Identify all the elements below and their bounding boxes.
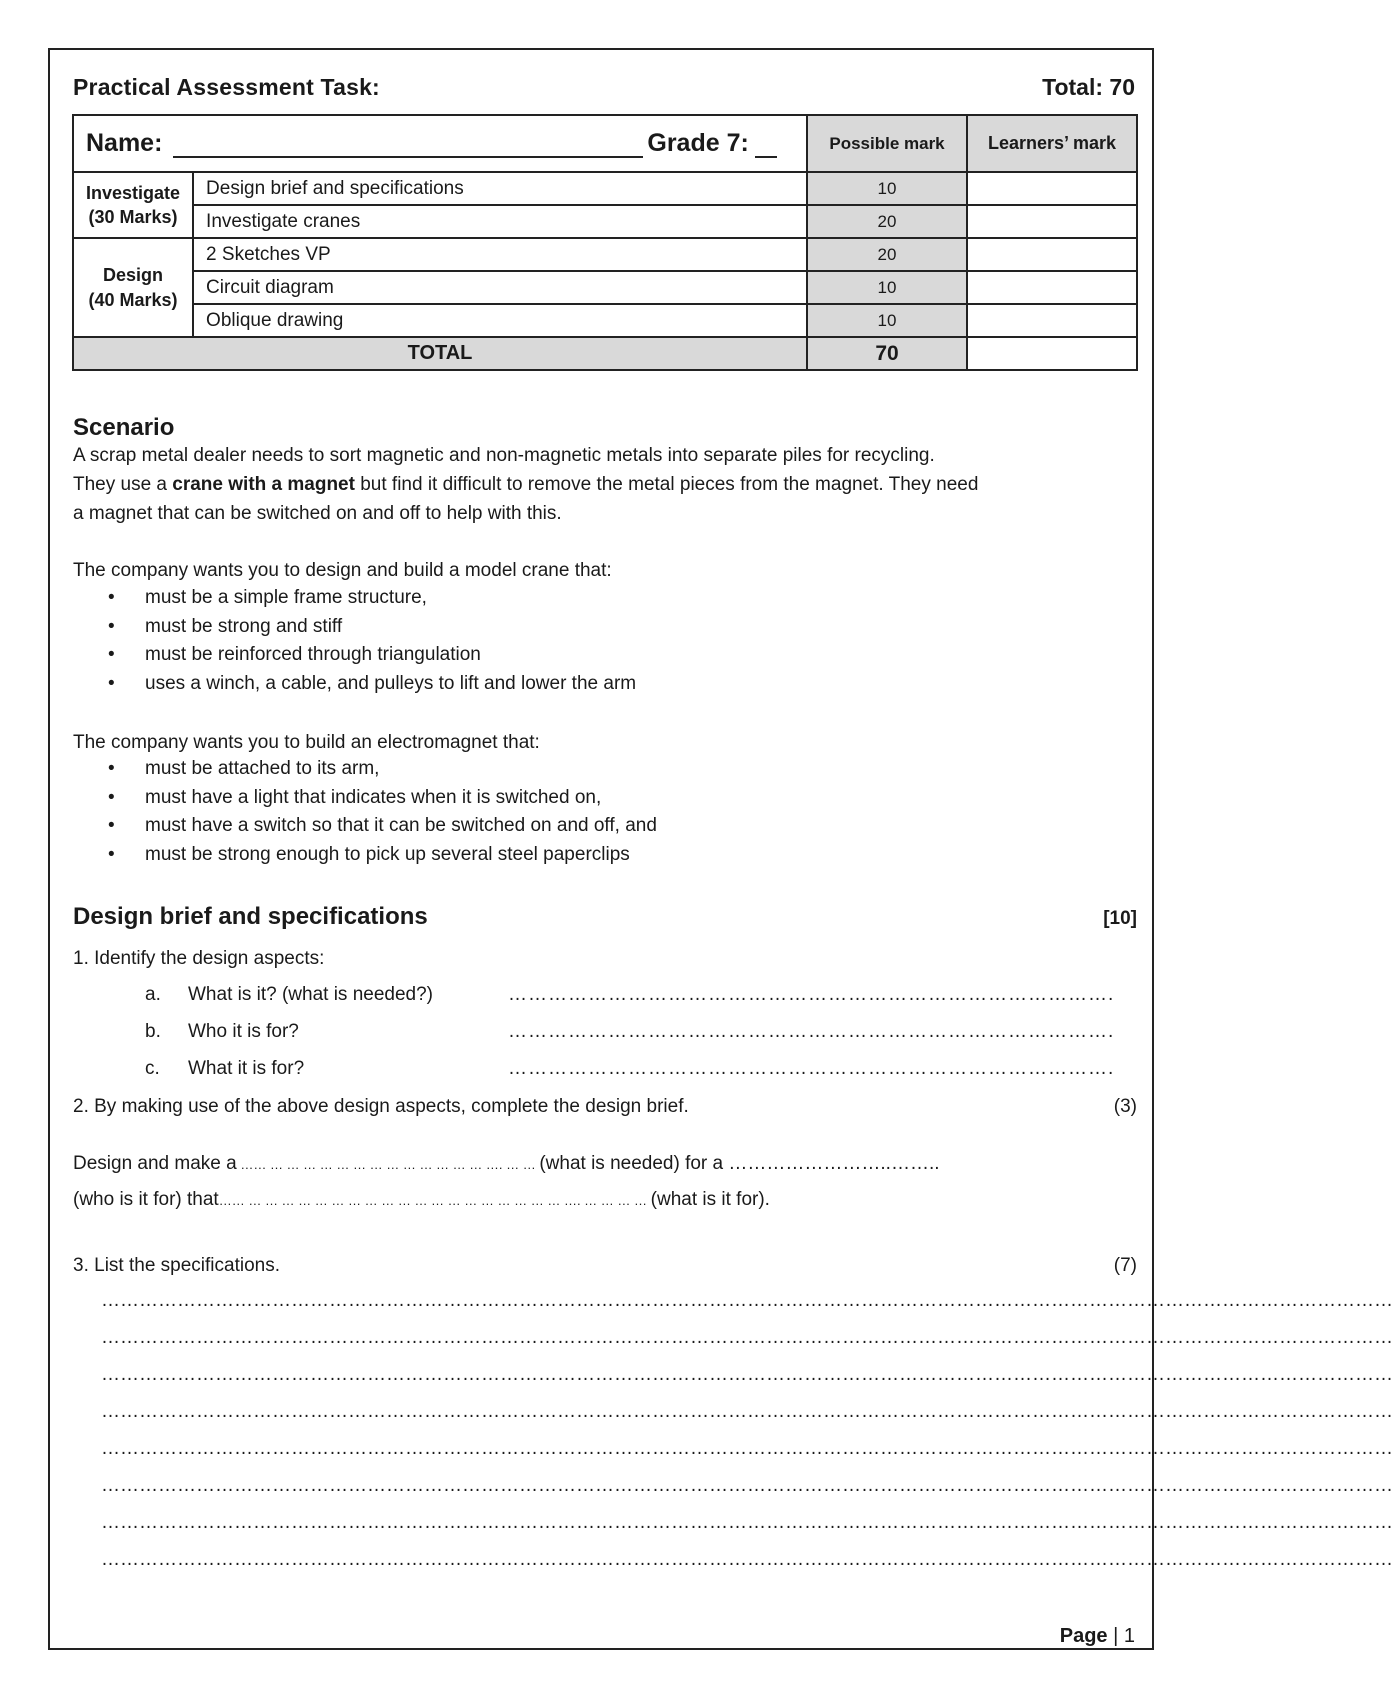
- magnet-requirements-list: [105, 755, 657, 869]
- total-learner-mark[interactable]: [967, 337, 1137, 370]
- possible-mark-cell: 10: [807, 271, 967, 304]
- learner-mark-cell[interactable]: [967, 271, 1137, 304]
- scenario-heading: Scenario: [73, 414, 175, 441]
- list-item: • must be strong enough to pick up several steel paperclips: [105, 841, 657, 870]
- specification-answer-line[interactable]: ……………………………………………………………………………………………………………………………………………………………………………………: [101, 1475, 1393, 1496]
- specification-answer-line[interactable]: ……………………………………………………………………………………………………………………………………………………………………………………: [101, 1290, 1393, 1311]
- question-3: 3. List the specifications.: [73, 1255, 280, 1276]
- emphasis-text: crane with a magnet: [172, 474, 355, 495]
- design-brief-heading: Design brief and specifications: [73, 903, 428, 930]
- design-brief-fill-line-2: [73, 1189, 770, 1211]
- page-separator: |: [1113, 1625, 1119, 1647]
- q1c-answer-line[interactable]: ……………………………………………………………………………….: [508, 1058, 1115, 1079]
- q1a-answer-line[interactable]: ……………………………………………………………………………….: [508, 984, 1115, 1005]
- design-category: [73, 238, 193, 337]
- possible-mark-cell: 20: [807, 238, 967, 271]
- task-cell: Design brief and specifications: [193, 172, 807, 205]
- q1b-answer-line[interactable]: ……………………………………………………………………………….: [508, 1021, 1115, 1042]
- list-item: • must be a simple frame structure,: [105, 584, 636, 613]
- list-item: • must be strong and stiff: [105, 613, 636, 642]
- page-footer: [1060, 1625, 1135, 1648]
- question-2-marks: (3): [1113, 1096, 1137, 1117]
- list-item: • must be attached to its arm,: [105, 755, 657, 784]
- specification-answer-line[interactable]: ……………………………………………………………………………………………………………………………………………………………………………………: [101, 1512, 1393, 1533]
- specification-answer-line[interactable]: ……………………………………………………………………………………………………………………………………………………………………………………: [101, 1438, 1393, 1459]
- task-title: Practical Assessment Task:: [73, 74, 380, 100]
- specification-answer-line[interactable]: ……………………………………………………………………………………………………………………………………………………………………………………: [101, 1327, 1393, 1348]
- scenario-line: a magnet that can be switched on and off to help with this.: [73, 503, 562, 524]
- specification-answer-line[interactable]: ……………………………………………………………………………………………………………………………………………………………………………………: [101, 1401, 1393, 1422]
- question-3-marks: (7): [1113, 1255, 1137, 1276]
- scenario-paragraph: [73, 441, 1143, 528]
- text-run: (what is needed) for a: [539, 1153, 724, 1174]
- possible-mark-cell: 10: [807, 172, 967, 205]
- crane-intro: The company wants you to design and build a model crane that:: [73, 560, 612, 581]
- text-run: (who is it for) that: [73, 1189, 219, 1210]
- total-possible: 70: [807, 337, 967, 370]
- specification-answer-line[interactable]: ……………………………………………………………………………………………………………………………………………………………………………………: [101, 1364, 1393, 1385]
- question-2: 2. By making use of the above design aspects, complete the design brief.: [73, 1096, 689, 1117]
- text-run: They use a: [73, 474, 173, 495]
- investigate-category: [73, 172, 193, 238]
- learner-mark-cell[interactable]: [967, 172, 1137, 205]
- list-item: • must have a light that indicates when it is switched on,: [105, 784, 657, 813]
- name-input-line[interactable]: [173, 136, 643, 158]
- total-label: TOTAL: [73, 337, 807, 370]
- design-brief-fill-line-1: [73, 1153, 940, 1175]
- category-label: Investigate: [86, 182, 181, 203]
- what-for-blank[interactable]: …… … … … … … … … … … … … … … … … … … … … …. … … … …: [218, 1193, 651, 1208]
- design-brief-marks: [10]: [1103, 908, 1137, 929]
- list-item: • must have a switch so that it can be switched on and off, and: [105, 812, 657, 841]
- list-item: • uses a winch, a cable, and pulleys to lift and lower the arm: [105, 670, 636, 699]
- task-cell: 2 Sketches VP: [193, 238, 807, 271]
- category-marks: (40 Marks): [88, 289, 178, 310]
- text-run: but find it difficult to remove the metal pieces from the magnet. They need: [354, 474, 979, 495]
- learners-mark-header: Learners’ mark: [967, 115, 1137, 172]
- task-cell: Circuit diagram: [193, 271, 807, 304]
- q1b-letter: b.: [145, 1021, 161, 1042]
- page-label: Page: [1059, 1625, 1108, 1647]
- learner-mark-cell[interactable]: [967, 205, 1137, 238]
- text-run: Design and make a: [73, 1153, 237, 1174]
- question-1: 1. Identify the design aspects:: [73, 948, 325, 969]
- mark-allocation-table: [72, 114, 1138, 371]
- text-run: (what is it for).: [650, 1189, 770, 1210]
- q1a-letter: a.: [145, 984, 161, 1005]
- what-needed-blank[interactable]: …… … … … … … … … … … … … … … …. … …: [236, 1157, 540, 1172]
- learner-mark-cell[interactable]: [967, 238, 1137, 271]
- category-marks: (30 Marks): [88, 207, 178, 227]
- task-cell: Investigate cranes: [193, 205, 807, 238]
- total-marks: Total: 70: [1042, 74, 1135, 100]
- grade-label: Grade 7:: [647, 129, 749, 157]
- possible-mark-cell: 10: [807, 304, 967, 337]
- task-cell: Oblique drawing: [193, 304, 807, 337]
- q1b-text: Who it is for?: [188, 1021, 299, 1042]
- possible-mark-header: Possible mark: [807, 115, 967, 172]
- scenario-line: [73, 470, 1143, 499]
- list-item: • must be reinforced through triangulation: [105, 641, 636, 670]
- learner-mark-cell[interactable]: [967, 304, 1137, 337]
- name-label: Name:: [86, 129, 163, 157]
- crane-requirements-list: [105, 584, 636, 698]
- who-for-blank[interactable]: ……………………..……..: [723, 1153, 940, 1174]
- q1a-text: What is it? (what is needed?): [188, 984, 434, 1005]
- possible-mark-cell: 20: [807, 205, 967, 238]
- category-label: Design: [103, 265, 164, 286]
- scenario-line: A scrap metal dealer needs to sort magnetic and non-magnetic metals into separate piles for recycling.: [73, 445, 935, 466]
- q1c-letter: c.: [145, 1058, 160, 1079]
- magnet-intro: The company wants you to build an electromagnet that:: [73, 732, 540, 753]
- specification-answer-line[interactable]: ……………………………………………………………………………………………………………………………………………………………………………………: [101, 1549, 1393, 1570]
- q1c-text: What it is for?: [188, 1058, 305, 1079]
- page-number: 1: [1123, 1625, 1135, 1647]
- grade-input-line[interactable]: [755, 136, 777, 158]
- name-grade-cell: [73, 115, 807, 172]
